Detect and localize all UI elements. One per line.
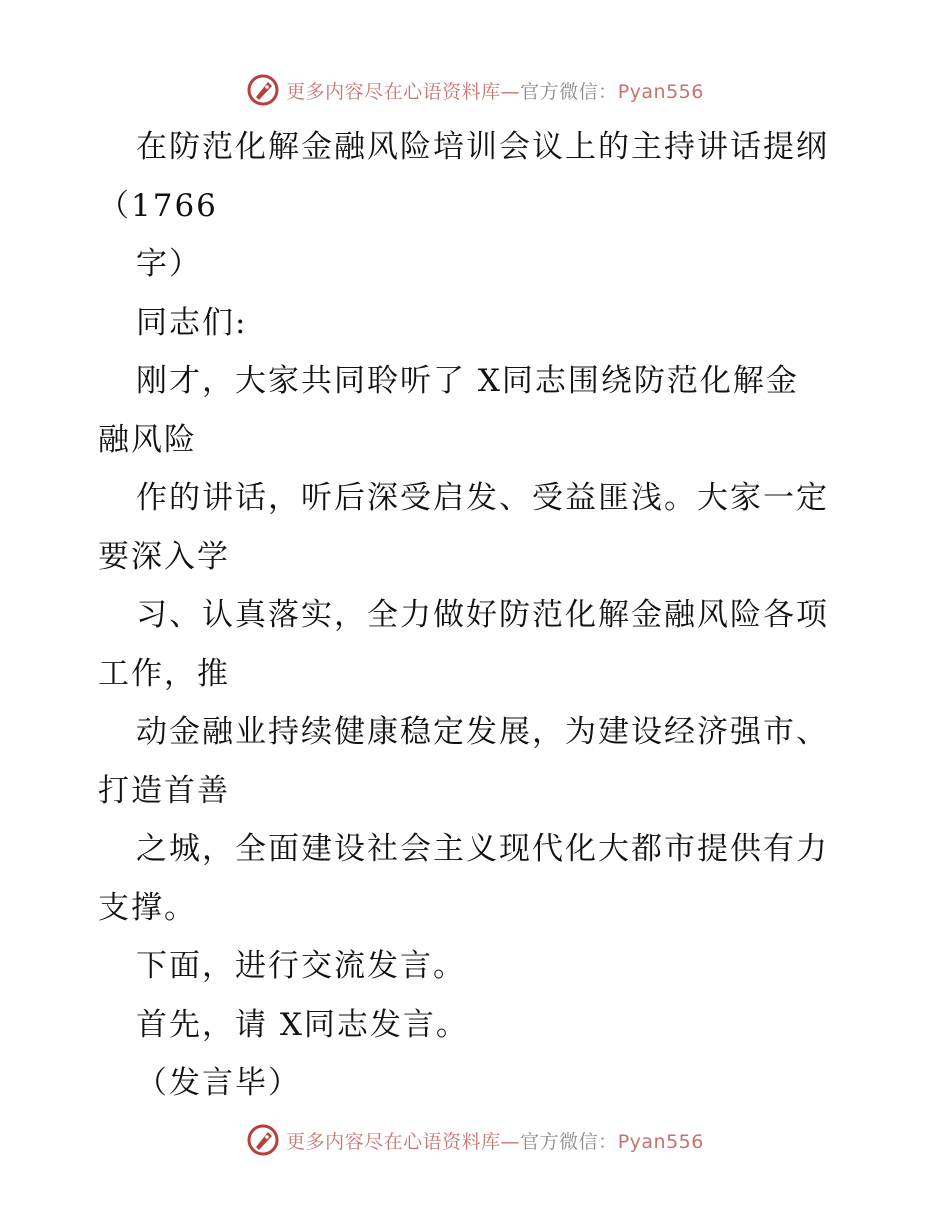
pen-nib-logo-icon — [246, 1123, 280, 1157]
paragraph-line: 习、认真落实，全力做好防范化解金融风险各项 — [136, 597, 829, 633]
watermark-wechat-label: 官方微信： — [520, 80, 618, 103]
title-line-3: 字） — [136, 246, 202, 282]
watermark-dash: — — [500, 80, 521, 103]
salutation: 同志们: — [136, 304, 248, 341]
footer-watermark — [0, 1120, 950, 1160]
paragraph-line: 刚才，大家共同聆听了 X同志围绕防范化解金 — [136, 363, 799, 399]
document-body — [98, 118, 858, 1113]
paragraph-line: 融风险 — [98, 421, 197, 458]
title-line-2: （1766 — [98, 187, 218, 224]
paragraph-line: 下面，进行交流发言。 — [136, 948, 466, 984]
paragraph-line: 打造首善 — [98, 772, 230, 809]
paragraph-line: 作的讲话，听后深受启发、受益匪浅。大家一定 — [136, 480, 829, 516]
paragraph-line: 首先，请 X同志发言。 — [136, 1006, 469, 1043]
watermark-site: 更多内容尽在心语资料库 — [286, 80, 501, 103]
pen-nib-logo-icon — [246, 73, 280, 107]
watermark-dash: — — [500, 1130, 521, 1153]
paragraph-line: 支撑。 — [98, 889, 197, 926]
watermark-wechat-id: Pyan556 — [617, 1130, 704, 1153]
paragraph-line: 工作，推 — [98, 655, 230, 692]
paragraph-line: 之城，全面建设社会主义现代化大都市提供有力 — [136, 831, 829, 867]
watermark-site: 更多内容尽在心语资料库 — [286, 1130, 501, 1153]
paragraph-line: （发言毕） — [136, 1065, 301, 1101]
paragraph-line: 动金融业持续健康稳定发展，为建设经济强市、 — [136, 714, 829, 750]
paragraph-line: 要深入学 — [98, 538, 230, 575]
header-watermark — [0, 70, 950, 110]
watermark-wechat-id: Pyan556 — [617, 80, 704, 103]
title-line-1: 在防范化解金融风险培训会议上的主持讲话提纲 — [136, 129, 829, 165]
watermark-wechat-label: 官方微信： — [520, 1130, 618, 1153]
